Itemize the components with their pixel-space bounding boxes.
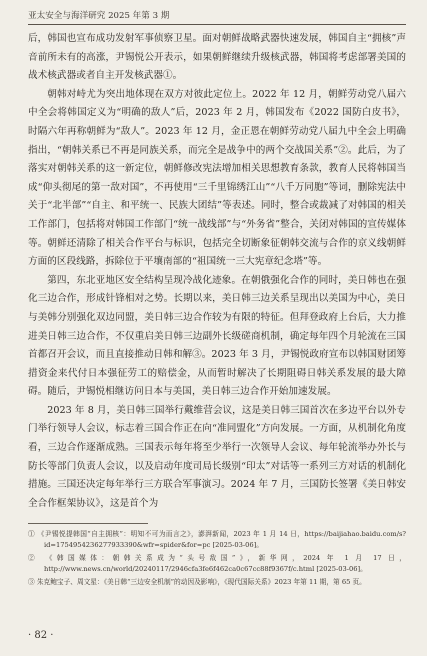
page-number: · 82 ·	[28, 630, 54, 641]
running-header	[28, 9, 408, 21]
footnote-rule	[28, 523, 148, 524]
paragraph: 后，韩国也宣布成功发射军事侦察卫星。面对朝鲜战略武器快速发展，韩国自主“拥核”声音前所未有的高涨，尹锡悦公开表示，如果朝鲜继续升级核武器，韩国将考虑部署美国的战术核武器或者自主开发核武器①。	[28, 33, 406, 82]
header-rule	[28, 24, 406, 25]
footnote: ③ 朱克鲍宝子、周文星：《美日韩“三边安全机制”的动因及影响》，《现代国际关系》2023 年第 11 期，第 65 页。	[28, 577, 366, 586]
header-text: 亚太安全与海洋研究 2025 年第 3 期	[28, 11, 170, 21]
paragraph: 朝韩对峙尤为突出地体现在双方对彼此定位上。2022 年 12 月，朝鲜劳动党八届六中全会将韩国定义为“明确的敌人”后，2023 年 2 月，韩国发布《2022 国防白皮书》，时隔六年再称朝鲜为“敌人”。2023 年 12 月，金正恩在朝鲜劳动党八届九中全会上明确指出，“朝韩关系已不再是同族关系，而完全是战争中的两个交战国关系”②。此后，为了落实对朝韩关系的这一新定位，朝鲜修改宪法增加相关思想教育条款，教育人民将韩国当成“仰头彻尾的第一敌对国”，不再使用“三千里锦绣江山”“八千万同胞”等词，删除宪法中关于“北半部”“自主、和平统一、民族大团结”等表述。同时，整合或裁减了对韩国的相关工作部门，包括将对韩国工作部门“统一战线部”与“外务省”整合，关闭对韩国的宣传媒体等。朝鲜还清除了相关合作平台与标识，包括完全切断象征朝韩交流与合作的京义线朝鲜方面的区段线路，拆除位于平壤南部的“祖国统一三大宪章纪念塔”等。	[28, 88, 406, 268]
paragraph: 第四，东北亚地区安全结构呈现冷战化迹象。在朝俄强化合作的同时，美日韩也在强化三边合作，形成针锋相对之势。长期以来，美日韩三边关系呈现出以美国为中心，美日与美韩分别强化双边同盟，美日韩三边合作较为有限的特征。但拜登政府上台后，大力推进美日韩三边合作，不仅重启美日韩三边副外长级磋商机制，确定每年四个月轮流在三国首都召开会议，而且直接推动日韩和解③。2023 年 3 月，尹锡悦政府宣布以韩国财团筹措资金来代付日本强征劳工的赔偿金，从而暂时解决了长期阻碍日韩关系发展的最大障碍。随后，尹锡悦相继访问日本与美国，美日韩三边合作开始加速发展。	[28, 274, 406, 398]
paragraph: 2023 年 8 月，美日韩三国举行戴维营会议，这是美日韩三国首次在多边平台以外专门举行领导人会议，标志着三国合作正在向“准同盟化”方向发展。一方面，从机制化角度看，三边合作逐渐成熟。三国表示每年将至少举行一次领导人会议、每年轮流举办外长与防长等部门负责人会议，以及启动年度司局长级别“印太”对话等一系列三方对话的机制化措施。三国还决定每年举行三方联合军事演习。2024 年 7 月，三国防长签署《美日韩安全合作框架协议》，这是首个为	[28, 404, 406, 509]
footnote: ② 《韩国媒体：朝韩关系成为“头号敌国”》，新华网，2024 年 1 月 17 日，http://www.news.cn/world/20240117/2946cfa3fe6f462ca0c67cc88f9367f/c.html [2025-03-06]。	[28, 553, 406, 574]
footnote: ① 《尹锡悦提韩国“自主拥核”：明知不可为而言之》，澎湃新闻，2023 年 1 月 14 日，https://baijiahao.baidu.com/s?id=1754954236277933390&wfr=spider&for=pc [2025-03-06]。	[28, 530, 406, 550]
body-text	[28, 30, 406, 513]
footnotes	[28, 529, 406, 589]
